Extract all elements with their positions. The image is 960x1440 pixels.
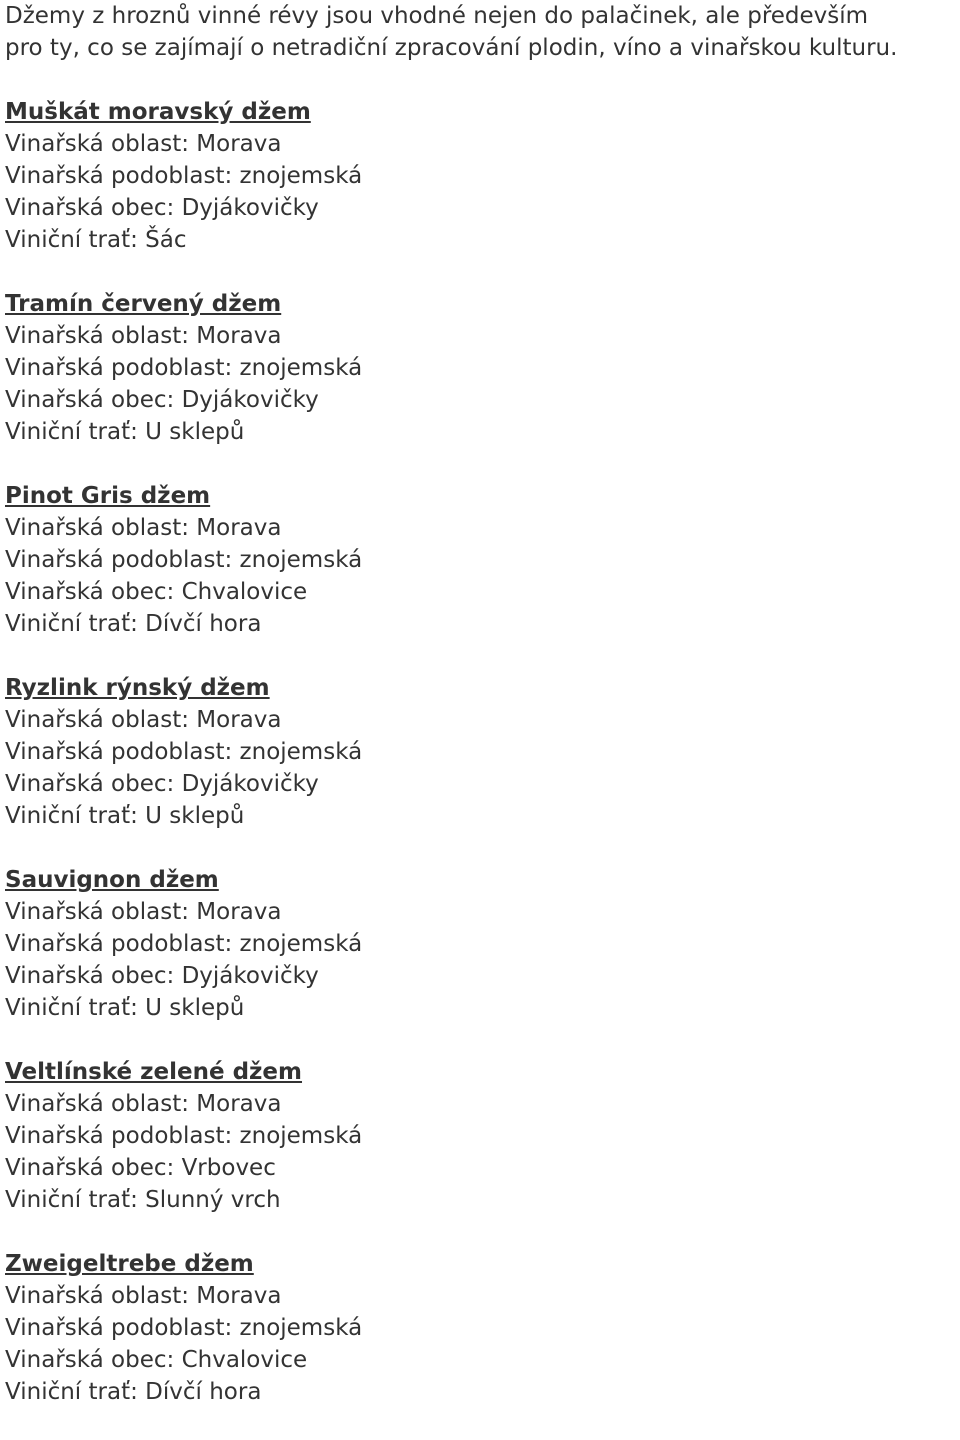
field-value: znojemská	[239, 355, 363, 381]
field-label: Viniční trať:	[5, 995, 146, 1021]
field-trat	[5, 224, 955, 256]
field-label: Viniční trať:	[5, 1187, 146, 1213]
field-value: Dyjákovičky	[181, 771, 319, 797]
field-obec	[5, 192, 955, 224]
field-podoblast	[5, 928, 955, 960]
product-entry	[5, 288, 955, 448]
field-label: Viniční trať:	[5, 1379, 146, 1405]
field-value: znojemská	[239, 163, 363, 189]
field-oblast	[5, 128, 955, 160]
field-label: Vinařská oblast:	[5, 323, 197, 349]
field-value: Šác	[145, 227, 187, 253]
field-label: Vinařská oblast:	[5, 1283, 197, 1309]
field-label: Vinařská podoblast:	[5, 1123, 240, 1149]
field-obec	[5, 1152, 955, 1184]
field-value: Dívčí hora	[145, 1379, 262, 1405]
field-trat	[5, 1184, 955, 1216]
field-value: U sklepů	[145, 419, 245, 445]
field-oblast	[5, 896, 955, 928]
field-value: Morava	[196, 515, 282, 541]
product-title-link[interactable]: Veltlínské zelené džem	[5, 1059, 303, 1085]
field-label: Vinařská obec:	[5, 771, 182, 797]
field-obec	[5, 1344, 955, 1376]
field-label: Vinařská obec:	[5, 1347, 182, 1373]
field-value: Vrbovec	[181, 1155, 276, 1181]
field-value: znojemská	[239, 547, 363, 573]
document-page	[5, 0, 955, 1440]
field-label: Vinařská oblast:	[5, 1091, 197, 1117]
field-trat	[5, 416, 955, 448]
field-value: Morava	[196, 1091, 282, 1117]
field-value: Morava	[196, 1283, 282, 1309]
product-entry	[5, 480, 955, 640]
product-entry	[5, 864, 955, 1024]
field-label: Viniční trať:	[5, 227, 146, 253]
intro-line: pro ty, co se zajímají o netradiční zpracování plodin, víno a vinařskou kulturu.	[5, 35, 898, 61]
field-label: Viniční trať:	[5, 803, 146, 829]
field-value: Dívčí hora	[145, 611, 262, 637]
field-value: U sklepů	[145, 995, 245, 1021]
field-trat	[5, 608, 955, 640]
intro-line: Džemy z hroznů vinné révy jsou vhodné nejen do palačinek, ale především	[5, 3, 869, 29]
field-value: Morava	[196, 323, 282, 349]
field-label: Viniční trať:	[5, 611, 146, 637]
field-podoblast	[5, 736, 955, 768]
field-oblast	[5, 1088, 955, 1120]
product-title-link[interactable]: Tramín červený džem	[5, 291, 282, 317]
field-oblast	[5, 1280, 955, 1312]
product-entry	[5, 672, 955, 832]
field-obec	[5, 960, 955, 992]
product-title-link[interactable]: Muškát moravský džem	[5, 99, 311, 125]
field-value: U sklepů	[145, 803, 245, 829]
field-podoblast	[5, 544, 955, 576]
field-trat	[5, 800, 955, 832]
field-trat	[5, 1376, 955, 1408]
field-value: Morava	[196, 899, 282, 925]
field-label: Vinařská oblast:	[5, 515, 197, 541]
field-value: Chvalovice	[181, 1347, 308, 1373]
field-value: Dyjákovičky	[181, 963, 319, 989]
field-label: Vinařská podoblast:	[5, 739, 240, 765]
field-value: znojemská	[239, 1123, 363, 1149]
field-value: znojemská	[239, 931, 363, 957]
field-label: Vinařská oblast:	[5, 131, 197, 157]
product-title-link[interactable]: Ryzlink rýnský džem	[5, 675, 270, 701]
field-label: Viniční trať:	[5, 419, 146, 445]
intro-paragraph	[5, 0, 955, 64]
field-oblast	[5, 512, 955, 544]
product-entry	[5, 96, 955, 256]
field-podoblast	[5, 1312, 955, 1344]
field-label: Vinařská obec:	[5, 195, 182, 221]
field-label: Vinařská oblast:	[5, 899, 197, 925]
field-label: Vinařská obec:	[5, 579, 182, 605]
field-label: Vinařská podoblast:	[5, 163, 240, 189]
field-label: Vinařská obec:	[5, 1155, 182, 1181]
field-value: Dyjákovičky	[181, 195, 319, 221]
field-podoblast	[5, 352, 955, 384]
field-label: Vinařská obec:	[5, 387, 182, 413]
field-value: znojemská	[239, 1315, 363, 1341]
field-podoblast	[5, 1120, 955, 1152]
field-label: Vinařská obec:	[5, 963, 182, 989]
field-label: Vinařská podoblast:	[5, 1315, 240, 1341]
field-oblast	[5, 320, 955, 352]
product-entry	[5, 1248, 955, 1408]
field-obec	[5, 384, 955, 416]
field-value: Morava	[196, 707, 282, 733]
field-value: Chvalovice	[181, 579, 308, 605]
field-value: znojemská	[239, 739, 363, 765]
product-entry	[5, 1056, 955, 1216]
field-oblast	[5, 704, 955, 736]
field-label: Vinařská podoblast:	[5, 931, 240, 957]
field-value: Morava	[196, 131, 282, 157]
product-title-link[interactable]: Sauvignon džem	[5, 867, 219, 893]
field-value: Dyjákovičky	[181, 387, 319, 413]
field-label: Vinařská podoblast:	[5, 547, 240, 573]
field-value: Slunný vrch	[145, 1187, 281, 1213]
field-obec	[5, 768, 955, 800]
field-label: Vinařská podoblast:	[5, 355, 240, 381]
field-obec	[5, 576, 955, 608]
product-title-link[interactable]: Zweigeltrebe džem	[5, 1251, 254, 1277]
field-trat	[5, 992, 955, 1024]
field-podoblast	[5, 160, 955, 192]
field-label: Vinařská oblast:	[5, 707, 197, 733]
product-title-link[interactable]: Pinot Gris džem	[5, 483, 211, 509]
